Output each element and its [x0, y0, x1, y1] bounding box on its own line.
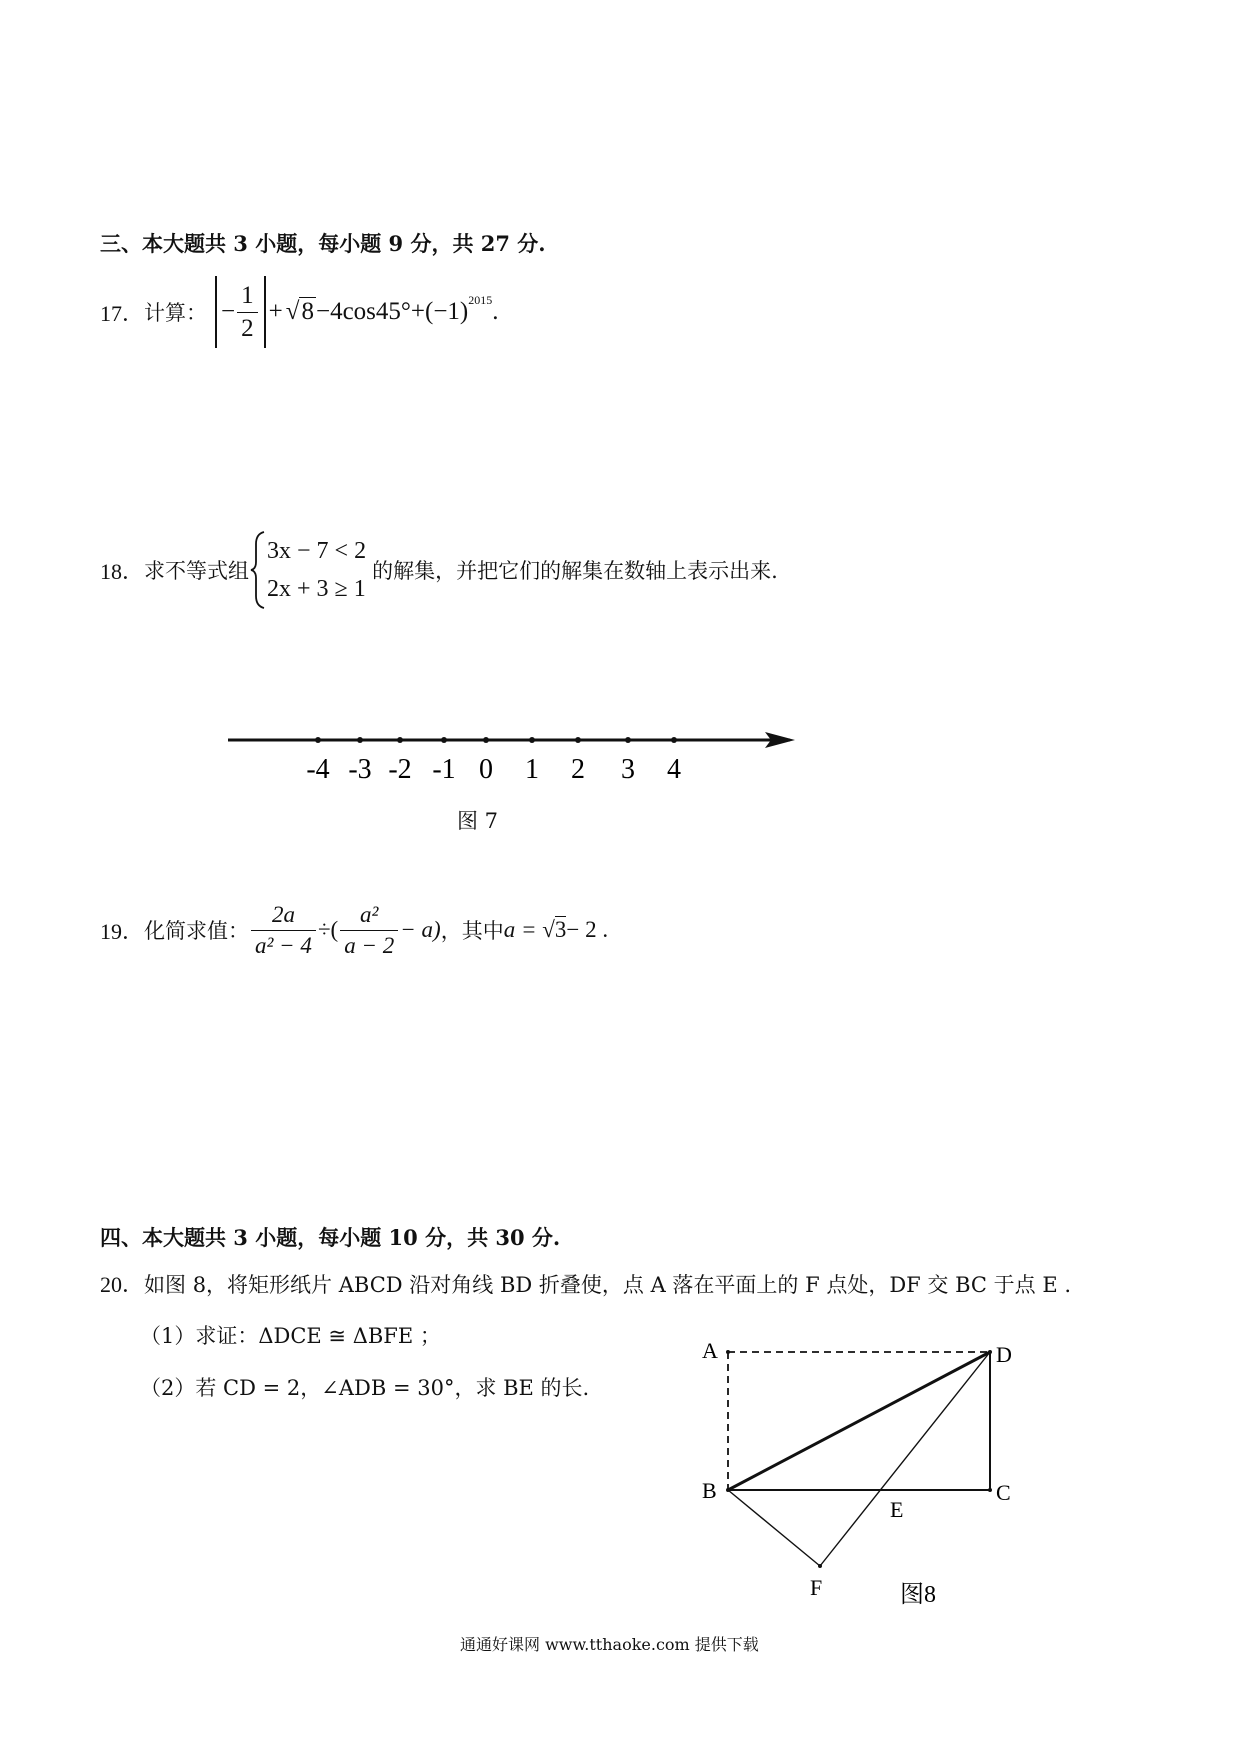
absolute-value: − $\frac{1}{2}$	[215, 276, 266, 348]
label-B: B	[702, 1478, 717, 1503]
question-17-expression: − $\frac{1}{2}$ + √8 −4cos45°+(−1) $^{2015}$ .	[215, 276, 498, 348]
fraction-1: $\frac{2a}{\text{a² − 4}}$	[251, 902, 316, 959]
section-4-heading: 四、本大题共 3 小题，每小题 10 分，共 30 分.	[100, 1225, 561, 1250]
question-19-condition: a = √3− 2 .	[503, 917, 609, 942]
label-F: F	[810, 1575, 823, 1600]
number-line-label: -1	[432, 754, 456, 785]
figure-7-caption: 图 7	[457, 809, 499, 833]
number-line-tick	[529, 737, 535, 743]
question-20-part-1: （1）求证：ΔDCE ≅ ΔBFE ；	[140, 1324, 441, 1348]
question-18-number: 18．	[100, 558, 145, 584]
number-line-label: 2	[571, 754, 585, 785]
question-19-prompt: 化简求值：	[144, 919, 250, 943]
label-E: E	[890, 1497, 904, 1522]
figure-8	[690, 1320, 1090, 1620]
number-line	[220, 715, 820, 795]
question-18-rest: 的解集，并把它们的解集在数轴上表示出来.	[372, 559, 778, 583]
label-A: A	[702, 1338, 718, 1363]
question-20-part-2: （2）若 CD = 2，∠ADB = 30°，求 BE 的长.	[140, 1376, 590, 1400]
inequality-system	[267, 532, 366, 608]
number-line-tick	[397, 737, 403, 743]
number-line-tick	[441, 737, 447, 743]
label-D: D	[996, 1342, 1012, 1367]
fraction-half: $\frac{1}{2}$	[237, 282, 258, 343]
section-3-heading: 三、本大题共 3 小题，每小题 9 分，共 27 分.	[100, 231, 546, 256]
question-19-expression: $\frac{2a}{\text{a² − 4}}$ ÷( $\frac{\text{a²}}{a - 2}$ − a)	[249, 902, 441, 959]
left-brace	[249, 530, 267, 610]
question-17	[100, 272, 499, 352]
inequality-2: 2x + 3 ≥ 1	[267, 576, 366, 602]
exponent: 2015	[468, 292, 493, 307]
number-line-tick	[575, 737, 581, 743]
question-18-prompt: 求不等式组	[144, 559, 250, 583]
number-line-tick	[625, 737, 631, 743]
number-line-label: 3	[621, 754, 635, 785]
number-line-tick	[357, 737, 363, 743]
diagonal-BD	[728, 1352, 990, 1490]
label-C: C	[996, 1480, 1011, 1505]
question-18	[100, 528, 778, 612]
question-17-tail: −4cos45°+(−1)	[315, 298, 469, 325]
number-line-tick	[315, 737, 321, 743]
number-line-label: -4	[306, 754, 330, 785]
number-line-label: 0	[479, 754, 493, 785]
inequality-1: 3x − 7 < 2	[267, 538, 367, 564]
number-line-label: 4	[667, 754, 681, 785]
sqrt-8: √8	[285, 298, 314, 325]
number-line-label: -2	[388, 754, 412, 785]
number-line-tick	[483, 737, 489, 743]
footer-credit: 通通好课网 www.tthaoke.com 提供下载	[460, 1635, 759, 1654]
question-19: 19． 化简求值： $\frac{2a}{\text{a² − 4}}$ ÷( $\frac{\text{a²}}{a - 2}$ − a) ，其中 a = √3− 2 .	[100, 901, 609, 958]
edge-BF	[728, 1490, 820, 1566]
number-line-tick	[671, 737, 677, 743]
number-line-label: 1	[525, 754, 539, 785]
edge-FD	[820, 1352, 990, 1566]
figure-8-caption: 图8	[900, 1582, 936, 1608]
question-17-prompt: 计算：	[144, 301, 208, 325]
number-line-label: -3	[348, 754, 372, 785]
question-17-number: 17．	[100, 300, 145, 326]
question-19-number: 19．	[100, 918, 145, 944]
fraction-2: $\frac{\text{a²}}{a - 2}$	[340, 902, 398, 959]
question-20-text: 20．如图 8，将矩形纸片 ABCD 沿对角线 BD 折叠使，点 A 落在平面上的 F 点处，DF 交 BC 于点 E .	[100, 1272, 1072, 1297]
